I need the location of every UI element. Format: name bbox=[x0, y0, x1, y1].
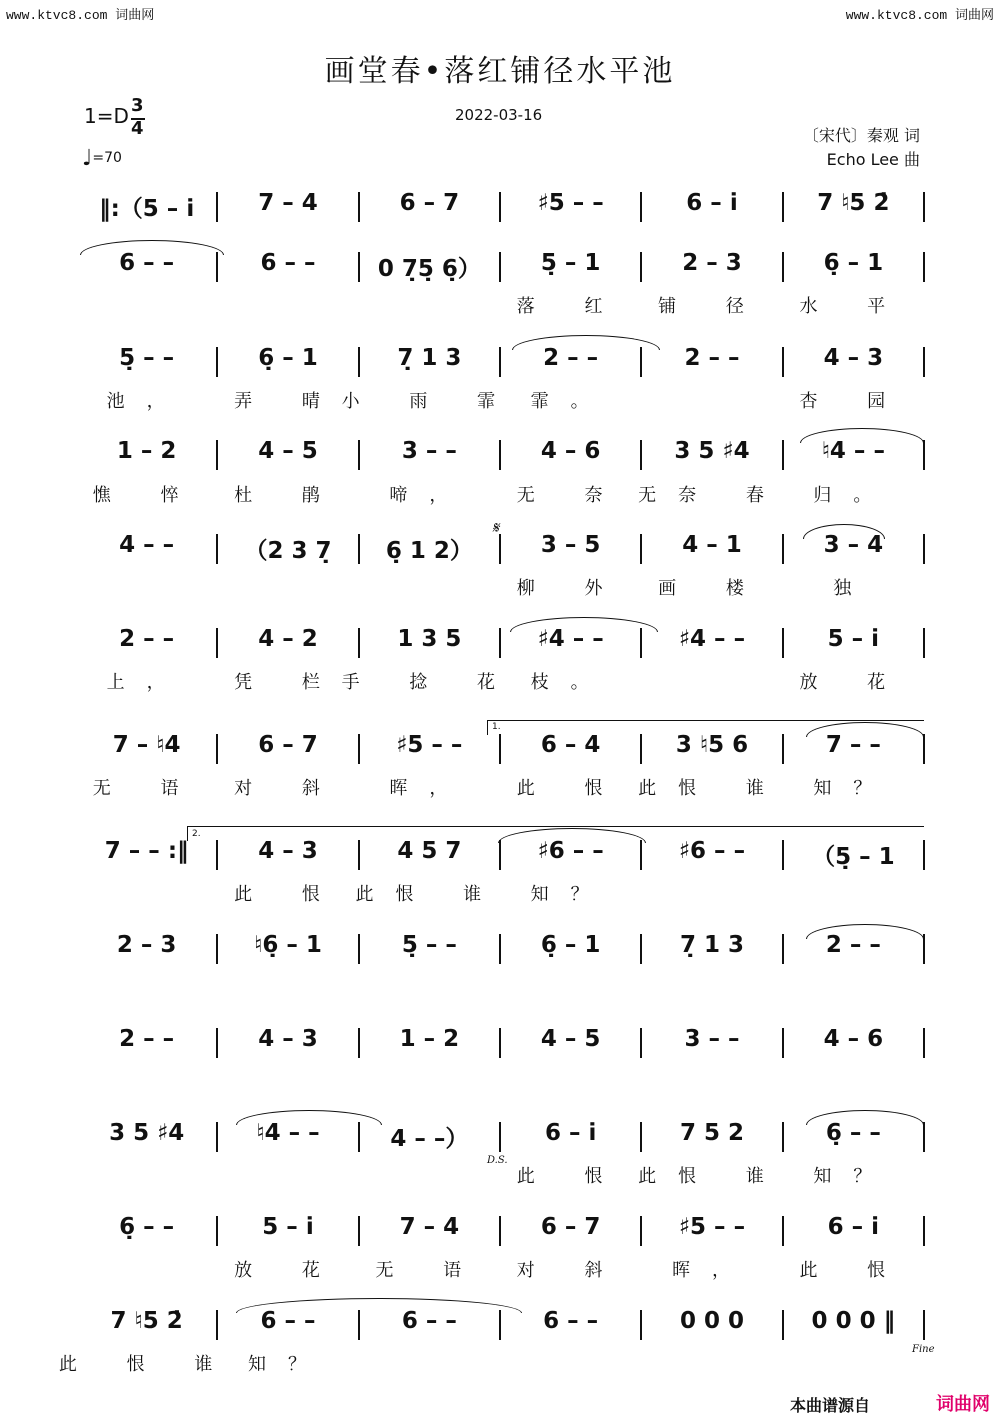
lyrics-row bbox=[76, 1068, 924, 1104]
barline bbox=[216, 252, 218, 282]
measure: 7 – ♮4 bbox=[112, 732, 181, 758]
lyric: 池， bbox=[106, 391, 187, 412]
barline bbox=[499, 840, 501, 870]
lyric: 柳 外 bbox=[516, 578, 625, 599]
lyrics-row bbox=[76, 1162, 924, 1198]
measure: 6̣ – – bbox=[825, 1120, 881, 1146]
measure: 4 – – bbox=[119, 532, 175, 558]
measure: ♯5 – – bbox=[396, 732, 463, 758]
lyric: 晖， bbox=[389, 778, 470, 799]
measure: 6̣ – 1 bbox=[823, 250, 884, 276]
barline bbox=[216, 628, 218, 658]
barline bbox=[499, 1310, 501, 1340]
measure: （2 3 7̣ bbox=[244, 538, 332, 564]
measure: 1 3 5 bbox=[397, 626, 462, 652]
barline bbox=[216, 347, 218, 377]
lyric: 憔 悴 bbox=[92, 485, 201, 506]
lyric: 此 恨 bbox=[516, 1166, 625, 1187]
barline bbox=[358, 840, 360, 870]
measure: ♯4 – – bbox=[537, 626, 604, 652]
measure: 4 – 2 bbox=[258, 626, 318, 652]
measure: 2 – 3 bbox=[116, 932, 177, 958]
measure: ♮4 – – bbox=[821, 438, 885, 464]
barline bbox=[499, 192, 501, 222]
barline bbox=[923, 1028, 925, 1058]
measure: 0 0 0 bbox=[679, 1308, 745, 1334]
barline bbox=[216, 440, 218, 470]
barline bbox=[640, 1028, 642, 1058]
tempo-marking bbox=[82, 146, 122, 171]
lyric: 知？ bbox=[813, 1166, 894, 1187]
time-signature-top: 3 bbox=[131, 95, 144, 116]
lyricist: 〔宋代〕秦观 词 bbox=[802, 126, 920, 145]
measure: 4 5 7 bbox=[397, 838, 462, 864]
measure: 6 – 4 bbox=[540, 732, 601, 758]
measure: 0 7̣5̣ 6̣） bbox=[377, 256, 481, 282]
lyric: 无 奈 bbox=[516, 485, 625, 506]
barline bbox=[216, 840, 218, 870]
lyrics-row bbox=[76, 668, 924, 704]
barline bbox=[923, 840, 925, 870]
lyrics-row bbox=[76, 574, 924, 610]
barline bbox=[499, 252, 501, 282]
barline bbox=[782, 934, 784, 964]
measure: 7 5 2 bbox=[679, 1120, 745, 1146]
key-signature: 1=D bbox=[84, 104, 129, 128]
measure: ♮4 – – bbox=[256, 1120, 320, 1146]
barline bbox=[782, 534, 784, 564]
volta-2-label: 2. bbox=[192, 829, 201, 839]
barline bbox=[358, 1028, 360, 1058]
footer-brand: 词曲网 bbox=[936, 1394, 990, 1415]
measure: 3 ♮5 6 bbox=[675, 732, 749, 758]
barline bbox=[923, 1310, 925, 1340]
barline bbox=[216, 192, 218, 222]
tie bbox=[236, 1298, 522, 1313]
barline bbox=[923, 440, 925, 470]
slur bbox=[803, 524, 885, 539]
barline bbox=[923, 192, 925, 222]
barline bbox=[640, 1122, 642, 1152]
barline bbox=[640, 1310, 642, 1340]
measure: （5̣ – 1 bbox=[812, 844, 895, 870]
lyric: 知？ bbox=[530, 884, 611, 905]
tie bbox=[512, 335, 660, 350]
tie bbox=[806, 924, 924, 939]
barline bbox=[499, 934, 501, 964]
measure: 6 – 7 bbox=[258, 732, 318, 758]
measure: 3 5 ♯4 bbox=[109, 1120, 185, 1146]
barline bbox=[782, 440, 784, 470]
measure: 6 – – bbox=[260, 1308, 316, 1334]
watermark-right: www.ktvc8.com 词曲网 bbox=[845, 8, 994, 23]
lyric: 此 恨 bbox=[799, 1260, 908, 1281]
lyric: 知？ bbox=[813, 778, 894, 799]
lyric: 铺 径 bbox=[658, 296, 766, 317]
measure: 6̣ – 1 bbox=[540, 932, 601, 958]
barline bbox=[358, 628, 360, 658]
segno-mark: 𝄋 bbox=[492, 518, 499, 537]
measure: 7̣ 1 3 bbox=[397, 345, 462, 371]
measure: 7 – 4 bbox=[399, 1214, 460, 1240]
measure: 6 – 7 bbox=[540, 1214, 601, 1240]
lyric: 上， bbox=[106, 672, 187, 693]
barline bbox=[923, 347, 925, 377]
barline bbox=[923, 252, 925, 282]
measure: ♯6 – – bbox=[537, 838, 604, 864]
measure: 4 – 5 bbox=[258, 438, 318, 464]
barline bbox=[216, 1028, 218, 1058]
barline bbox=[923, 734, 925, 764]
measure: 7 ♮5 2̇ bbox=[110, 1308, 183, 1334]
barline bbox=[782, 192, 784, 222]
measure: 4 – 6 bbox=[823, 1026, 884, 1052]
measure: 7 – – :‖ bbox=[104, 838, 189, 864]
measure: 3 – – bbox=[684, 1026, 740, 1052]
measure: 6̣ – 1 bbox=[258, 345, 318, 371]
measure: 3 – – bbox=[401, 438, 457, 464]
lyrics-row bbox=[76, 1256, 924, 1292]
measure: 2 – – bbox=[543, 345, 599, 371]
measure: 6 – – bbox=[543, 1308, 599, 1334]
barline bbox=[216, 734, 218, 764]
measure: 2 – 3 bbox=[682, 250, 742, 276]
measure: ♮6̣ – 1 bbox=[254, 932, 322, 958]
lyric: 水 平 bbox=[799, 296, 908, 317]
watermark-left: www.ktvc8.com 词曲网 bbox=[6, 8, 155, 23]
measure: 2 – – bbox=[825, 932, 881, 958]
barline bbox=[782, 734, 784, 764]
tie bbox=[806, 1110, 924, 1125]
lyrics-row bbox=[76, 974, 924, 1010]
barline bbox=[358, 1216, 360, 1246]
notation-row bbox=[76, 1214, 924, 1250]
lyrics-row bbox=[76, 774, 924, 810]
measure: 5̣ – 1 bbox=[540, 250, 601, 276]
ds-mark: D.S. bbox=[487, 1155, 508, 1166]
measure: 6 – 7 bbox=[399, 190, 460, 216]
lyric: 小 雨 霏 bbox=[341, 391, 518, 412]
tie bbox=[236, 1110, 382, 1125]
barline bbox=[499, 440, 501, 470]
measure: 6 – i̇ bbox=[544, 1120, 597, 1146]
measure: 6 – – bbox=[401, 1308, 457, 1334]
barline bbox=[640, 440, 642, 470]
barline bbox=[640, 628, 642, 658]
lyric: 无奈 春 bbox=[638, 485, 786, 506]
lyrics-row bbox=[76, 292, 924, 328]
barline bbox=[640, 192, 642, 222]
measure: 4 – 3 bbox=[258, 838, 318, 864]
notation-row bbox=[76, 345, 924, 381]
barline bbox=[358, 252, 360, 282]
barline bbox=[640, 347, 642, 377]
measure: 0 0 0 ‖ bbox=[811, 1308, 896, 1334]
measure: 6 – i̇ bbox=[827, 1214, 880, 1240]
barline bbox=[782, 1216, 784, 1246]
notation-row bbox=[76, 1308, 924, 1344]
measure: 4 – –） bbox=[390, 1126, 469, 1152]
lyric: 此 恨 bbox=[234, 884, 342, 905]
lyric: 放 花 bbox=[234, 1260, 342, 1281]
fine-mark: Fine bbox=[912, 1344, 935, 1355]
measure: 1 – 2 bbox=[116, 438, 177, 464]
measure: 6 – – bbox=[119, 250, 175, 276]
measure: 5 – i̇ bbox=[262, 1214, 314, 1240]
notation-row bbox=[76, 732, 924, 768]
lyric: 此恨 谁 bbox=[638, 1166, 786, 1187]
barline bbox=[782, 1028, 784, 1058]
lyric: 此 恨 bbox=[516, 778, 625, 799]
measure: 2 – – bbox=[119, 626, 175, 652]
barline bbox=[499, 628, 501, 658]
measure: ♯5 – – bbox=[678, 1214, 746, 1240]
barline bbox=[923, 1122, 925, 1152]
measure: 4 – 1 bbox=[682, 532, 742, 558]
song-title: 画堂春•落红铺径水平池 bbox=[324, 54, 676, 89]
notation-row bbox=[76, 838, 924, 874]
lyric: 画 楼 bbox=[658, 578, 766, 599]
measure: ♯5 – – bbox=[537, 190, 604, 216]
barline bbox=[358, 934, 360, 964]
measure: ♯6 – – bbox=[678, 838, 746, 864]
lyric: 杏 园 bbox=[799, 391, 908, 412]
barline bbox=[216, 1122, 218, 1152]
barline bbox=[782, 1310, 784, 1340]
volta-1-label: 1. bbox=[492, 722, 501, 732]
measure: 7 ♮5 2̇ bbox=[817, 190, 890, 216]
measure: ‖:（5 – i̇ bbox=[99, 196, 195, 222]
notation-row bbox=[76, 438, 924, 474]
measure: 6̣ 1 2） bbox=[385, 538, 473, 564]
measure: 6 – i̇ bbox=[686, 190, 738, 216]
lyric: 此恨 谁 bbox=[355, 884, 504, 905]
notation-row bbox=[76, 626, 924, 662]
barline bbox=[499, 1028, 501, 1058]
barline bbox=[358, 192, 360, 222]
tie bbox=[510, 617, 658, 632]
notation-row bbox=[76, 532, 924, 568]
measure: 4 – 5 bbox=[540, 1026, 601, 1052]
barline bbox=[216, 934, 218, 964]
lyrics-row bbox=[76, 387, 924, 423]
date: 2022-03-16 bbox=[455, 106, 543, 124]
barline bbox=[216, 1310, 218, 1340]
lyric: 此 恨 谁 bbox=[58, 1354, 235, 1375]
measure: 2 – – bbox=[119, 1026, 175, 1052]
measure: 7 – 4 bbox=[258, 190, 318, 216]
measure: 3 5 ♯4 bbox=[674, 438, 750, 464]
barline bbox=[358, 440, 360, 470]
barline bbox=[640, 1216, 642, 1246]
time-signature-bottom: 4 bbox=[131, 118, 144, 139]
barline bbox=[782, 628, 784, 658]
tempo-value: =70 bbox=[92, 150, 122, 166]
measure: 3 – 5 bbox=[540, 532, 601, 558]
barline bbox=[499, 1122, 501, 1152]
lyric: 独 bbox=[833, 578, 874, 599]
barline bbox=[499, 1216, 501, 1246]
lyric: 啼， bbox=[389, 485, 470, 506]
measure: 6 – – bbox=[260, 250, 316, 276]
measure: 5̣ – – bbox=[401, 932, 457, 958]
lyric: 对 斜 bbox=[234, 778, 342, 799]
lyric: 对 斜 bbox=[516, 1260, 625, 1281]
lyric: 枝。 bbox=[530, 672, 611, 693]
lyric: 无 语 bbox=[375, 1260, 484, 1281]
measure: 5 – i̇ bbox=[827, 626, 880, 652]
lyric: 杜 鹃 bbox=[234, 485, 342, 506]
footer-source: 本曲谱源自 bbox=[790, 1396, 871, 1415]
lyric: 晖， bbox=[672, 1260, 752, 1281]
lyric: 此恨 谁 bbox=[638, 778, 786, 799]
barline bbox=[499, 534, 501, 564]
barline bbox=[640, 840, 642, 870]
measure: ♯4 – – bbox=[678, 626, 746, 652]
lyric: 知？ bbox=[248, 1354, 328, 1375]
barline bbox=[499, 734, 501, 764]
barline bbox=[782, 347, 784, 377]
measure: 6̣ – – bbox=[119, 1214, 175, 1240]
lyric: 手 捻 花 bbox=[341, 672, 518, 693]
measure: 7 – – bbox=[825, 732, 881, 758]
tie bbox=[800, 428, 924, 443]
barline bbox=[782, 1122, 784, 1152]
measure: 4 – 6 bbox=[540, 438, 601, 464]
notation-row bbox=[76, 250, 924, 286]
barline bbox=[640, 734, 642, 764]
barline bbox=[358, 1122, 360, 1152]
barline bbox=[923, 628, 925, 658]
barline bbox=[216, 534, 218, 564]
lyrics-row bbox=[76, 880, 924, 916]
barline bbox=[782, 252, 784, 282]
measure: 4 – 3 bbox=[258, 1026, 318, 1052]
notation-row bbox=[76, 1026, 924, 1062]
composer: Echo Lee 曲 bbox=[826, 150, 920, 169]
measure: 2 – – bbox=[684, 345, 740, 371]
measure: 7̣ 1 3 bbox=[679, 932, 745, 958]
measure: 3 – 4 bbox=[823, 532, 884, 558]
barline bbox=[499, 347, 501, 377]
notation-row bbox=[76, 190, 924, 226]
notation-row bbox=[76, 1120, 924, 1156]
lyric: 落 红 bbox=[516, 296, 625, 317]
barline bbox=[640, 534, 642, 564]
barline bbox=[358, 1310, 360, 1340]
lyric: 放 花 bbox=[799, 672, 908, 693]
lyric: 霏。 bbox=[530, 391, 611, 412]
barline bbox=[782, 840, 784, 870]
lyrics-row bbox=[58, 1350, 924, 1386]
lyric: 弄 晴 bbox=[234, 391, 342, 412]
barline bbox=[923, 1216, 925, 1246]
barline bbox=[640, 252, 642, 282]
lyrics-row bbox=[76, 481, 924, 517]
barline bbox=[640, 934, 642, 964]
lyric: 归。 bbox=[813, 485, 894, 506]
measure: 5̣ – – bbox=[119, 345, 175, 371]
barline bbox=[358, 534, 360, 564]
barline bbox=[923, 534, 925, 564]
notation-row bbox=[76, 932, 924, 968]
quarter-note-icon: ♩ bbox=[82, 146, 93, 171]
barline bbox=[216, 1216, 218, 1246]
barline bbox=[358, 734, 360, 764]
barline bbox=[358, 347, 360, 377]
measure: 1 – 2 bbox=[399, 1026, 460, 1052]
lyric: 无 语 bbox=[92, 778, 201, 799]
measure: 4 – 3 bbox=[823, 345, 884, 371]
lyric: 凭 栏 bbox=[234, 672, 342, 693]
